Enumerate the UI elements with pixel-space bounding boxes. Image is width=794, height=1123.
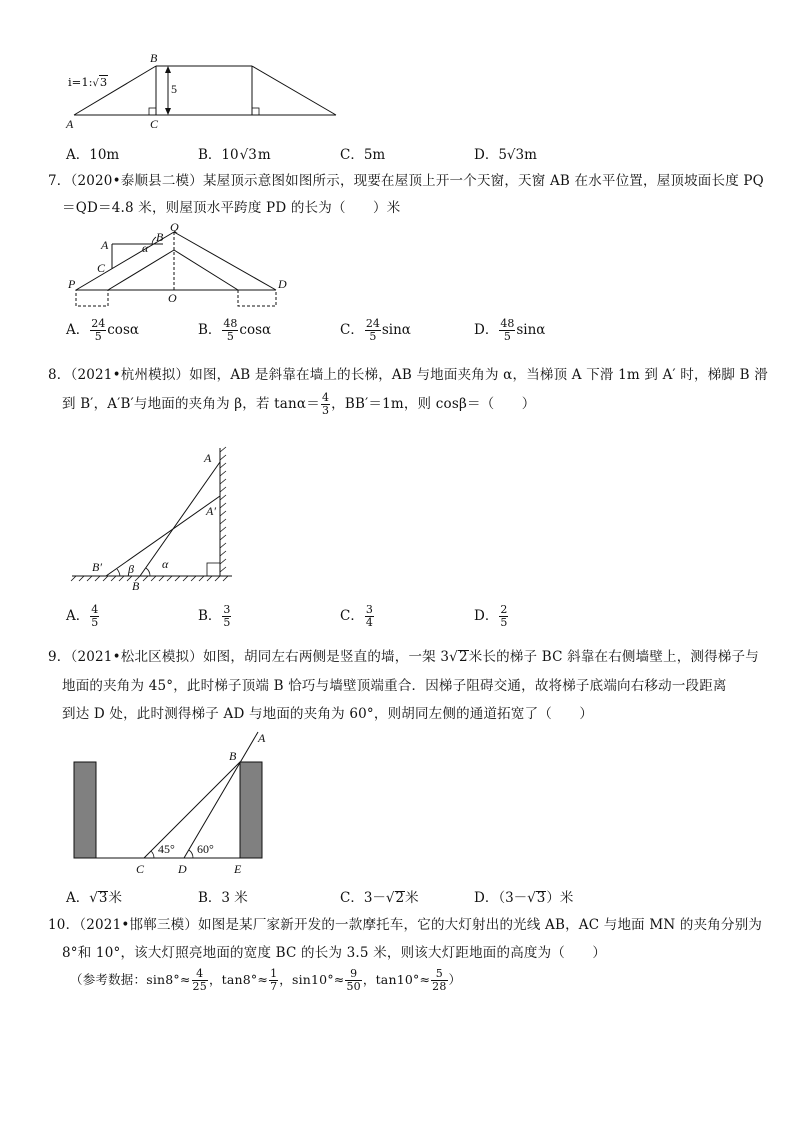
q8-option-a: A． $\frac{4}{5}$ bbox=[66, 603, 99, 629]
q8-option-b: B． $\frac{3}{5}$ bbox=[198, 603, 231, 629]
q9-option-a: A．√3米 bbox=[66, 890, 122, 906]
q6-point-C: C bbox=[150, 117, 159, 131]
q6-slope-label: i=1:√3 bbox=[68, 75, 108, 89]
q8-alpha: α bbox=[162, 557, 169, 571]
q9-point-C: C bbox=[136, 862, 145, 876]
q7-option-a: A． $\frac{24}{5}$ cosα bbox=[66, 317, 139, 343]
q8-point-A-prime: A′ bbox=[206, 504, 216, 518]
q7-point-A: A bbox=[101, 238, 109, 252]
q9-question-line2: 地面的夹角为 45°，此时梯子顶端 B 恰巧与墙壁顶端重合．因梯子阻碍交通，故将梯子底端向右移动一段距离 bbox=[62, 678, 727, 694]
q9-point-B: B bbox=[229, 749, 237, 763]
q8-question-line1: 8．（2021•杭州模拟）如图，AB 是斜靠在墙上的长梯，AB 与地面夹角为 α，当梯顶 A 下滑 1m 到 A′ 时，梯脚 B 滑 bbox=[48, 367, 768, 383]
q6-option-c: C．5m bbox=[340, 147, 386, 163]
q7-alpha: α bbox=[142, 241, 149, 255]
q7-roof-figure bbox=[66, 222, 296, 312]
q9-alley-diagram bbox=[66, 728, 286, 878]
q8-point-B: B bbox=[132, 579, 140, 590]
q9-point-A: A bbox=[258, 731, 266, 745]
q8-ladder-diagram bbox=[66, 440, 246, 590]
q8-option-c: C． $\frac{3}{4}$ bbox=[340, 603, 373, 629]
q9-question-line1: 9．（2021•松北区模拟）如图，胡同左右两侧是竖直的墙，一架 3√2米长的梯子 BC 斜靠在右侧墙壁上，测得梯子与 bbox=[48, 649, 759, 665]
q7-option-d: D． $\frac{48}{5}$ sinα bbox=[474, 317, 546, 343]
q8-beta: β bbox=[128, 562, 134, 576]
q8-point-A: A bbox=[204, 451, 212, 465]
q9-point-E: E bbox=[234, 862, 242, 876]
q9-alley-figure bbox=[66, 728, 286, 878]
q6-option-a: A．10m bbox=[66, 147, 120, 163]
q7-point-C: C bbox=[97, 261, 106, 275]
q7-point-B: B bbox=[156, 230, 164, 244]
q6-figure bbox=[60, 48, 350, 138]
q9-angle-60: 60° bbox=[197, 842, 214, 856]
q7-point-O: O bbox=[168, 291, 177, 305]
q7-point-P: P bbox=[68, 277, 76, 291]
q6-height-label: 5 bbox=[171, 82, 177, 96]
q6-trapezoid-diagram bbox=[60, 48, 350, 138]
q7-option-b: B． $\frac{48}{5}$ cosα bbox=[198, 317, 272, 343]
q9-option-c: C．3－√2米 bbox=[340, 890, 419, 906]
q9-option-d: D．（3－√3）米 bbox=[474, 890, 574, 906]
q7-roof-diagram bbox=[66, 222, 296, 312]
q7-option-c: C． $\frac{24}{5}$ sinα bbox=[340, 317, 411, 343]
q9-point-D: D bbox=[178, 862, 187, 876]
q8-ladder-figure bbox=[66, 440, 246, 590]
q6-option-d: D．5√3m bbox=[474, 147, 537, 163]
q7-point-Q: Q bbox=[170, 222, 179, 234]
q7-question-line2: ＝QD＝4.8 米，则屋顶水平跨度 PD 的长为（ ）米 bbox=[62, 200, 401, 216]
q7-point-D: D bbox=[278, 277, 287, 291]
q10-question-line1: 10．（2021•邯郸三模）如图是某厂家新开发的一款摩托车，它的大灯射出的光线 AB，AC 与地面 MN 的夹角分别为 bbox=[48, 917, 763, 933]
q6-point-A: A bbox=[66, 117, 74, 131]
q10-reference-data: （参考数据：sin8°≈ $\frac{4}{25}$ ，tan8°≈ $\frac{1}{7}$ ，sin10°≈ $\frac{9}{50}$ ，tan10°≈ $\frac{5}{28}$ ） bbox=[70, 967, 462, 993]
q9-option-b: B．3 米 bbox=[198, 890, 248, 906]
q8-option-d: D． $\frac{2}{5}$ bbox=[474, 603, 508, 629]
q7-question-line1: 7．（2020•泰顺县二模）某屋顶示意图如图所示，现要在屋顶上开一个天窗，天窗 AB 在水平位置，屋顶坡面长度 PQ bbox=[48, 173, 764, 189]
q10-question-line2: 8°和 10°，该大灯照亮地面的宽度 BC 的长为 3.5 米，则该大灯距地面的高度为（ ） bbox=[62, 945, 607, 961]
q8-question-line2: 到 B′，A′B′与地面的夹角为 β，若 tanα＝ $\frac{4}{3}$ ，BB′＝1m，则 cosβ＝（ ） bbox=[62, 391, 536, 417]
q8-point-B-prime: B′ bbox=[92, 560, 102, 574]
q9-angle-45: 45° bbox=[158, 842, 175, 856]
q6-point-B: B bbox=[150, 51, 158, 65]
q6-option-b: B．10√3m bbox=[198, 147, 271, 163]
q9-question-line3: 到达 D 处，此时测得梯子 AD 与地面的夹角为 60°，则胡同左侧的通道拓宽了（ ） bbox=[62, 706, 594, 722]
